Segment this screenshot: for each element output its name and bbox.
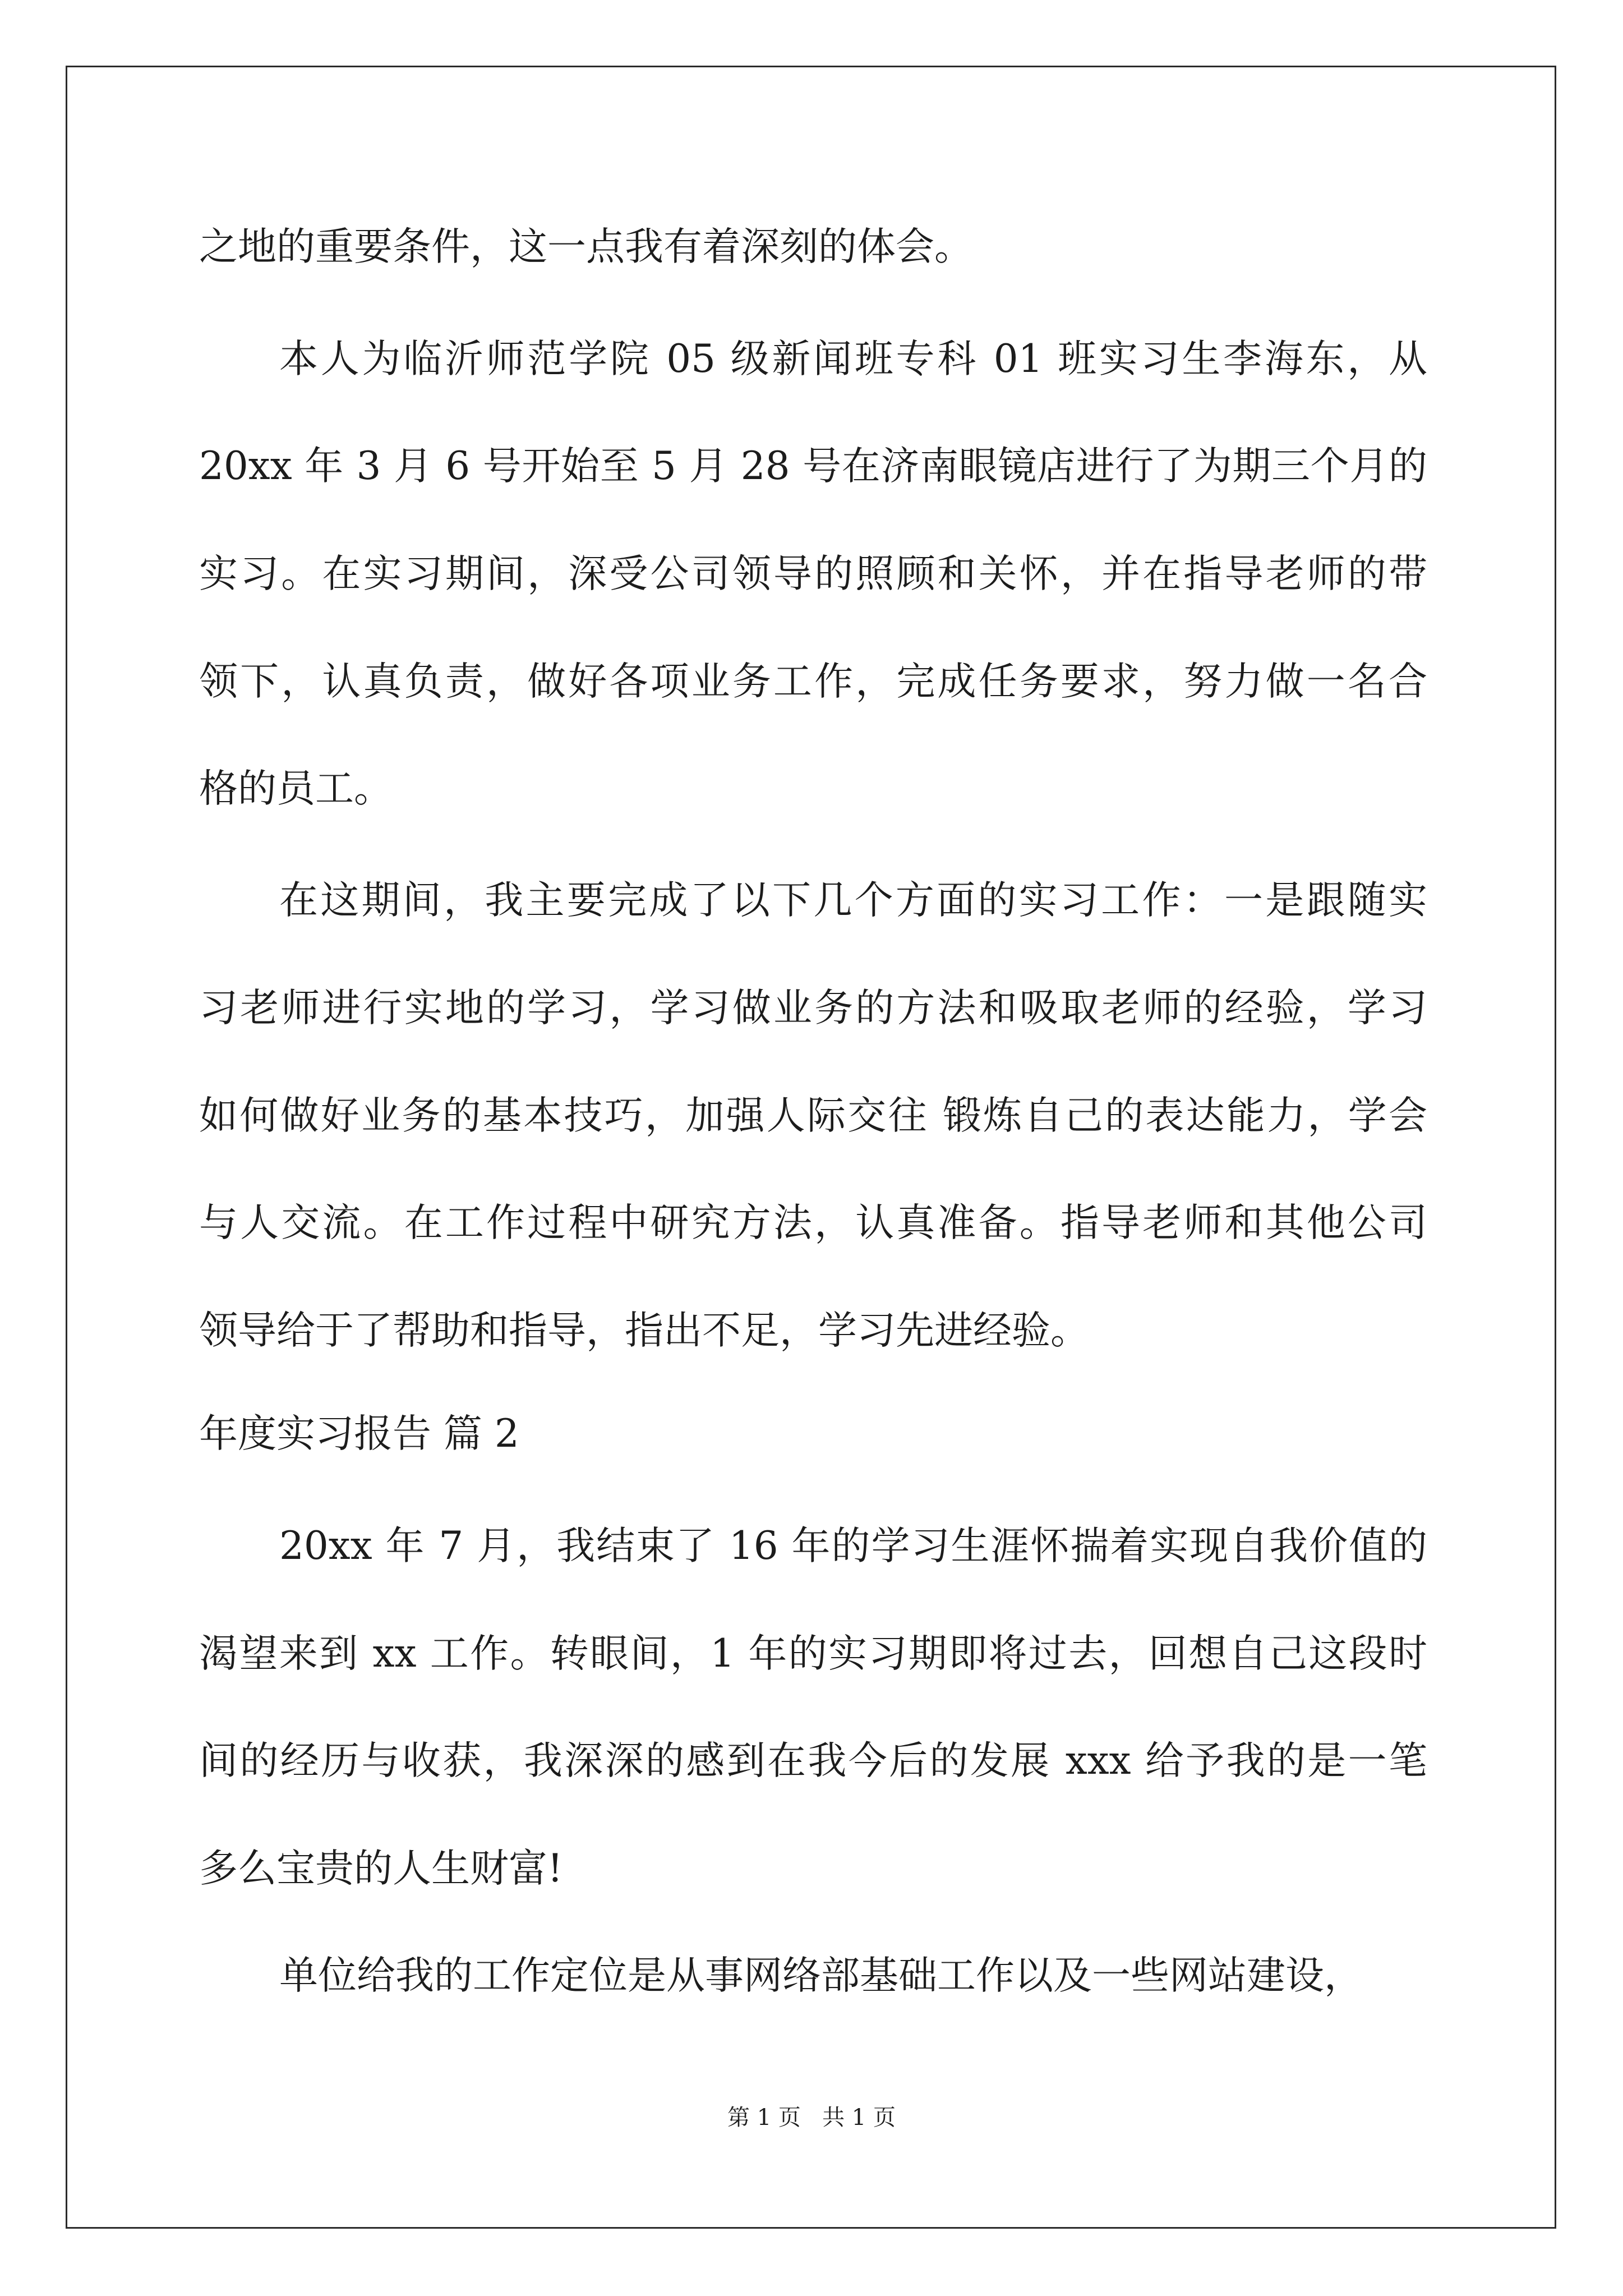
paragraph-line: 习老师进行实地的学习，学习做业务的方法和吸取老师的经验，学习: [199, 986, 1427, 1030]
paragraph-line: 领下，认真负责，做好各项业务工作，完成任务要求，努力做一名合: [199, 659, 1427, 704]
page-footer: 第 1 页 共 1 页: [727, 2105, 896, 2131]
paragraph-line: 在这期间，我主要完成了以下几个方面的实习工作：一是跟随实: [279, 878, 1427, 923]
paragraph-line: 间的经历与收获，我深深的感到在我今后的发展 xxx 给予我的是一笔: [199, 1738, 1427, 1783]
paragraph-line: 实习。在实习期间，深受公司领导的照顾和关怀，并在指导老师的带: [199, 551, 1427, 596]
paragraph-line: 多么宝贵的人生财富!: [199, 1846, 563, 1891]
paragraph-line: 20xx 年 3 月 6 号开始至 5 月 28 号在济南眼镜店进行了为期三个月的: [199, 444, 1427, 489]
paragraph-line: 渴望来到 xx 工作。转眼间，1 年的实习期即将过去，回想自己这段时: [199, 1631, 1427, 1676]
paragraph-line: 单位给我的工作定位是从事网络部基础工作以及一些网站建设，: [279, 1953, 1363, 1998]
paragraph-line: 格的员工。: [199, 766, 393, 811]
paragraph-line: 20xx 年 7 月，我结束了 16 年的学习生涯怀揣着实现自我价值的: [279, 1524, 1427, 1568]
paragraph-line: 本人为临沂师范学院 05 级新闻班专科 01 班实习生李海东，从: [279, 337, 1427, 381]
paragraph-line: 如何做好业务的基本技巧，加强人际交往 锻炼自己的表达能力，学会: [199, 1093, 1427, 1138]
paragraph-line: 与人交流。在工作过程中研究方法，认真准备。指导老师和其他公司: [199, 1200, 1427, 1245]
paragraph-line: 领导给于了帮助和指导，指出不足，学习先进经验。: [199, 1308, 1089, 1353]
section-heading: 年度实习报告 篇 2: [199, 1411, 519, 1456]
paragraph-line: 之地的重要条件，这一点我有着深刻的体会。: [199, 224, 973, 269]
page-border: [66, 66, 1556, 2229]
